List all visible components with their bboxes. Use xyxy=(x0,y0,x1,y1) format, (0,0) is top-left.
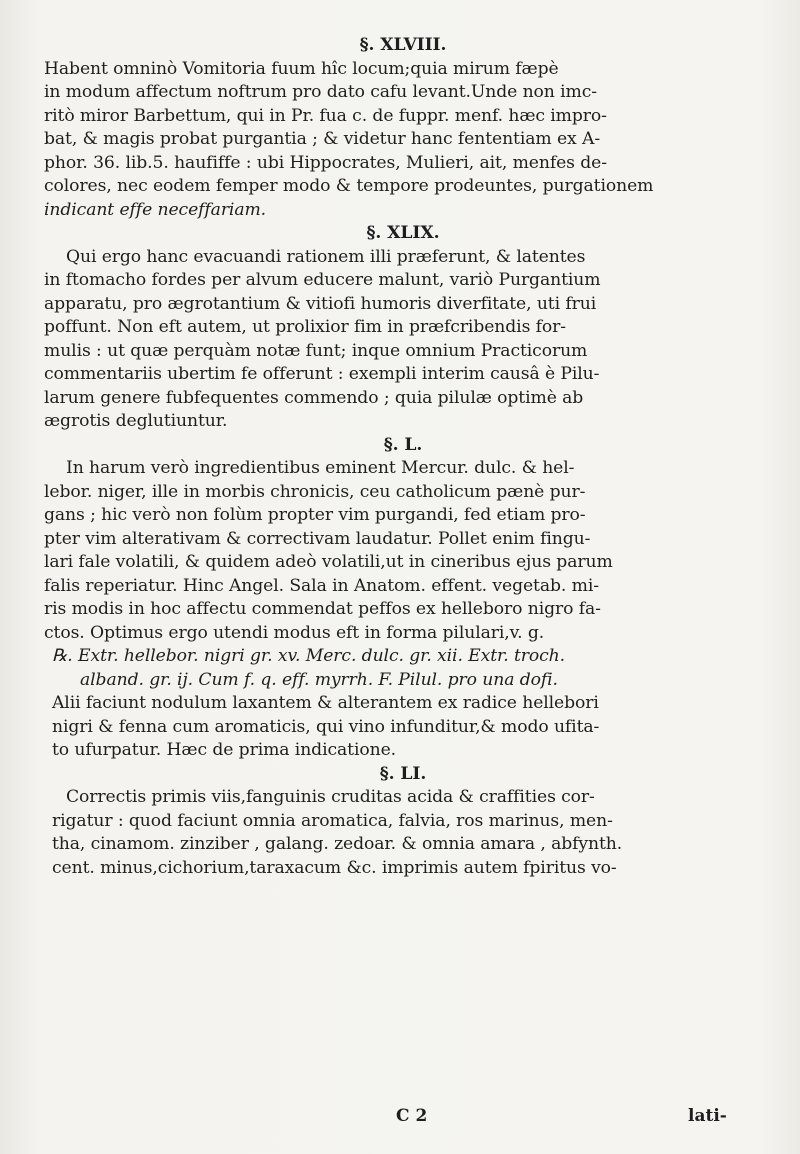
text-line: Qui ergo hanc evacuandi rationem illi præferunt, & latentes xyxy=(66,246,586,267)
text-line: in modum affectum noftrum pro dato cafu levant.Unde non imc- xyxy=(44,82,597,102)
text-line: to ufurpatur. Hæc de prima indicatione. xyxy=(52,740,397,760)
text-line: Habent omninò Vomitoria fuum hîc locum;quia mirum fæpè xyxy=(44,58,559,79)
page-text-block xyxy=(44,34,762,880)
text-line: commentariis ubertim fe offerunt : exempli interim causâ è Pilu- xyxy=(44,364,600,384)
text-line: larum genere fubfequentes commendo ; quia pilulæ optimè ab xyxy=(44,387,584,408)
text-line: tha, cinamom. zinziber , galang. zedoar. & omnia amara , abfynth. xyxy=(52,834,623,854)
text-line: colores, nec eodem femper modo & tempore prodeuntes, purgationem xyxy=(44,176,654,196)
text-line: indicant effe neceffariam. xyxy=(44,199,267,220)
paragraph-51 xyxy=(44,786,762,880)
text-line: ægrotis deglutiuntur. xyxy=(44,411,228,431)
text-line: ritò miror Barbettum, qui in Pr. fua c. de fuppr. menf. hæc impro- xyxy=(44,105,607,126)
text-line: mulis : ut quæ perquàm notæ funt; inque omnium Practicorum xyxy=(44,340,588,361)
text-line: lebor. niger, ille in morbis chronicis, ceu catholicum pænè pur- xyxy=(44,481,586,502)
section-heading-48: §. XLVIII. xyxy=(359,35,447,55)
text-line: bat, & magis probat purgantia ; & videtur hanc fententiam ex A- xyxy=(44,129,601,149)
catchword: lati- xyxy=(688,1106,727,1126)
text-line: cent. minus,cichorium,taraxacum &c. imprimis autem fpiritus vo- xyxy=(52,857,617,878)
paragraph-49 xyxy=(44,246,762,434)
text-line: falis reperiatur. Hinc Angel. Sala in Anatom. effent. vegetab. mi- xyxy=(44,575,599,596)
text-line: apparatu, pro ægrotantium & vitiofi humoris diverfitate, uti frui xyxy=(44,293,597,314)
text-line: in ftomacho fordes per alvum educere malunt, variò Purgantium xyxy=(44,270,601,290)
text-line: In harum verò ingredientibus eminent Mercur. dulc. & hel- xyxy=(66,458,575,478)
text-line: ctos. Optimus ergo utendi modus eft in forma pilulari,v. g. xyxy=(44,622,545,643)
text-line: lari fale volatili, & quidem adeò volatili,ut in cineribus ejus parum xyxy=(44,552,613,572)
text-line: poffunt. Non eft autem, ut prolixior fim in præfcribendis for- xyxy=(44,317,566,337)
recipe-line: ℞. Extr. hellebor. nigri gr. xv. Merc. dulc. gr. xii. Extr. troch. xyxy=(52,646,565,666)
paragraph-48 xyxy=(44,58,762,223)
text-line: phor. 36. lib.5. haufiffe : ubi Hippocrates, Mulieri, ait, menfes de- xyxy=(44,152,607,173)
text-line: ris modis in hoc affectu commendat peffos ex helleboro nigro fa- xyxy=(44,599,601,619)
text-line: gans ; hic verò non folùm propter vim purgandi, fed etiam pro- xyxy=(44,505,586,525)
section-heading-49: §. XLIX. xyxy=(366,223,440,243)
section-heading-50: §. L. xyxy=(383,434,423,455)
signature-mark: C 2 xyxy=(396,1106,428,1126)
text-line: rigatur : quod faciunt omnia aromatica, falvia, ros marinus, men- xyxy=(52,810,613,831)
text-line: pter vim alterativam & correctivam laudatur. Pollet enim fingu- xyxy=(44,528,591,549)
section-heading-51: §. LI. xyxy=(379,763,427,784)
text-line: Correctis primis viis,fanguinis cruditas acida & craffities cor- xyxy=(66,787,595,807)
text-line: nigri & fenna cum aromaticis, qui vino infunditur,& modo ufita- xyxy=(52,716,600,737)
text-line: Alii faciunt nodulum laxantem & alterantem ex radice hellebori xyxy=(52,693,599,713)
paragraph-50 xyxy=(44,457,762,763)
recipe-line: alband. gr. ij. Cum f. q. eff. myrrh. F. Pilul. pro una dofi. xyxy=(80,669,558,690)
